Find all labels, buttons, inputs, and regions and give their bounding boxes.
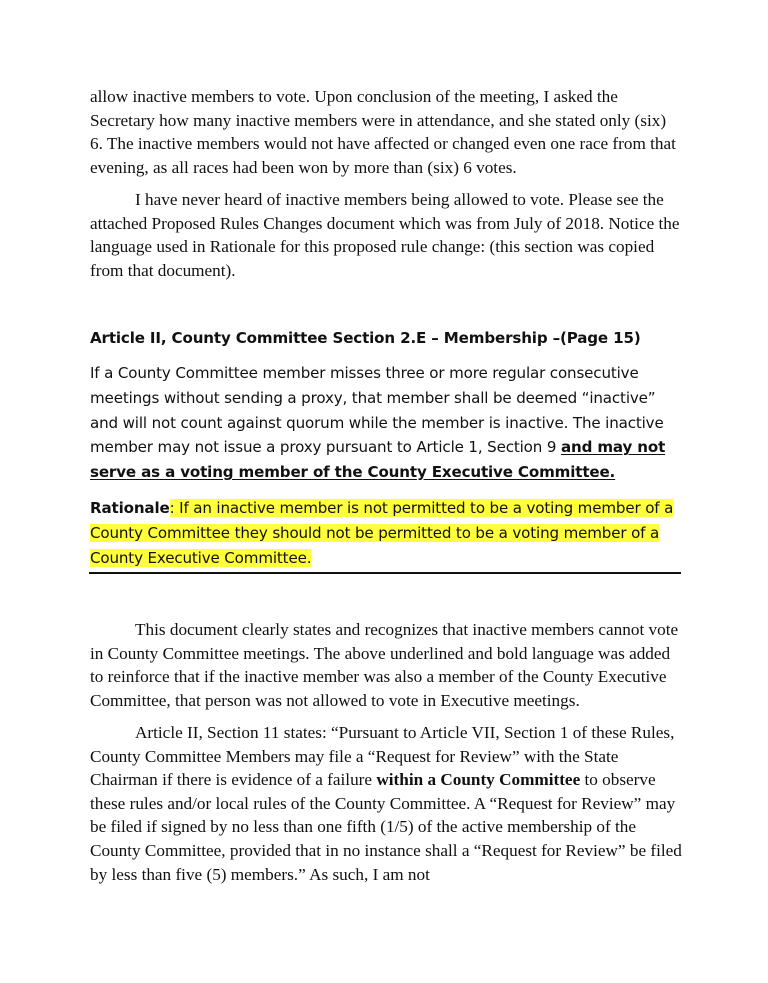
article-body-emphasis: and may not serve as a voting member of the County Executive Committee. [90,438,666,482]
p4-bold: within a County Committee [376,770,581,790]
paragraph-article-section-11 [90,721,682,886]
section-divider [89,572,681,574]
p4-text-b: to observe these rules and/or local rules of the County Committee. A “Request for Review” may be filed if signed by no less than one fifth (1/5) of the active membership of the County Committee, provided that in no instance shall a “Request for Review” be filed by less than five (5) members.” As such, I am not [90,770,682,884]
paragraph-inactive-vote: allow inactive members to vote. Upon conclusion of the meeting, I asked the Secretary how many inactive members were in attendance, and she stated only (six) 6. The inactive members would not have affected or changed even one race from that evening, as all races had been won by more than (six) 6 votes. [90,87,676,177]
paragraph-proposed-rules: I have never heard of inactive members being allowed to vote. Please see the attached Proposed Rules Changes document which was from July of 2018. Notice the language used in Rationale for this proposed rule change: (this section was copied from that document). [90,190,680,280]
article-body-text: If a County Committee member misses three or more regular consecutive meetings without sending a proxy, that member shall be deemed “inactive” and will not count against quorum while the member is inactive. The inactive member may not issue a proxy pursuant to Article 1, Section 9 [90,364,664,457]
p4-text-a: Article II, Section 11 states: “Pursuant to Article VII, Section 1 of these Rules, County Committee Members may file a “Request for Review” with the State Chairman if there is evidence of a failure [90,723,675,790]
article-body [90,361,682,485]
rationale-text: : If an inactive member is not permitted to be a voting member of a County Committee they should not be permitted to be a voting member of a County Executive Committee. [90,499,674,567]
rationale-block [90,496,682,570]
article-heading: Article II, County Committee Section 2.E – Membership –(Page 15) [90,329,641,347]
paragraph-document-states: This document clearly states and recognizes that inactive members cannot vote in County Committee meetings. The above underlined and bold language was added to reinforce that if the inactive member was also a member of the County Executive Committee, that person was not allowed to vote in Executive meetings. [90,620,679,710]
rationale-label: Rationale [90,499,170,517]
